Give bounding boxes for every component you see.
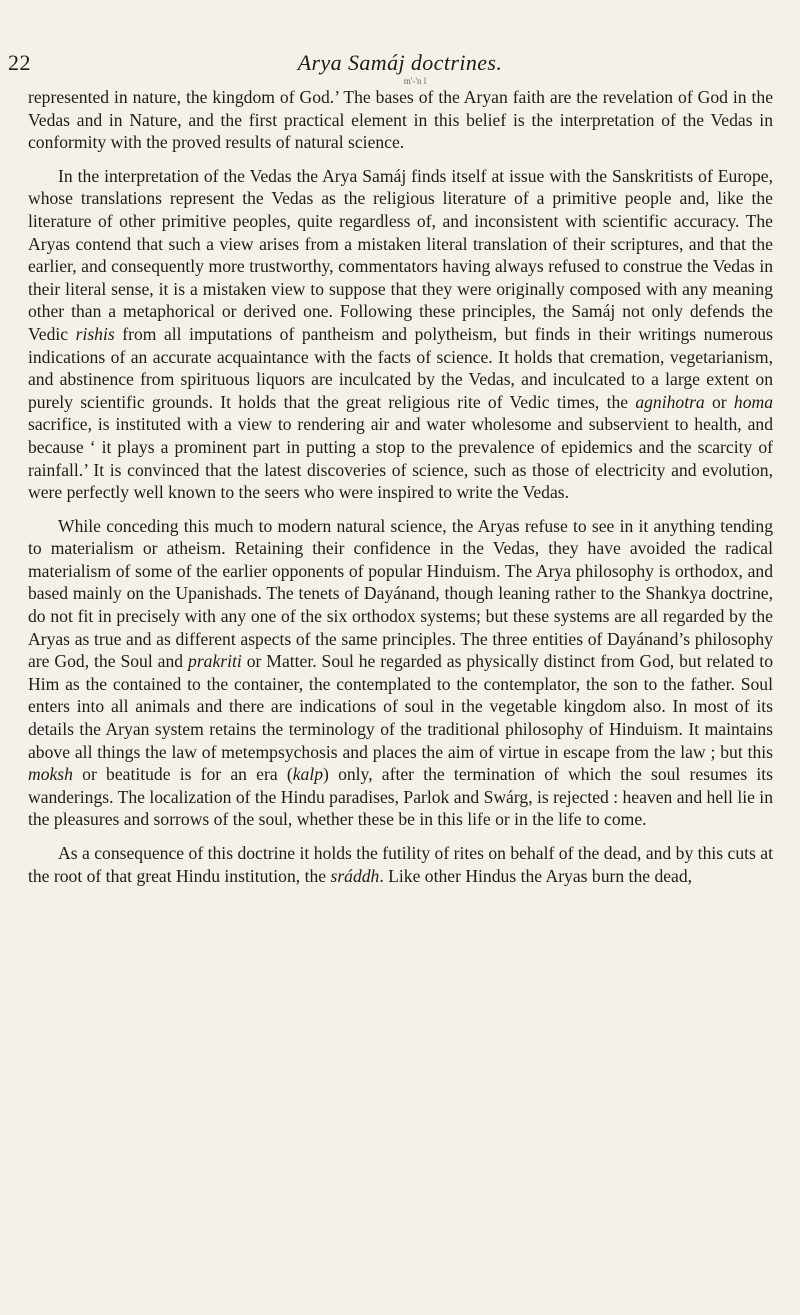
paragraph-1 [28,86,773,154]
text-run: . Like other Hindus the Aryas burn the dead, [379,865,693,886]
italic-term: agnihotra [635,391,705,412]
text-run: from all imputations of pantheism and polytheism, but finds in their writings numerous indications of an accurate acquaintance with the facts of science. It holds that cremation, vegetarianism, and abstinence from spirituous liquors are inculcated by the Vedas, and inculcated to a large extent on purely scientific grounds. It holds that the great religious rite of Vedic times, the [28,323,773,412]
paragraph-2 [28,165,773,504]
text-run: sacrifice, is instituted with a view to rendering air and water wholesome and subservient to health, and because ‘ it plays a prominent part in putting a stop to the prevalence of epidemics and the scarcity of rainfall.’ It is convinced that the latest discoveries of science, such as those of electricity and evolution, were perfectly well known to the seers who were inspired to write the Vedas. [28,414,773,503]
text-run: While conceding this much to modern natural science, the Aryas refuse to see in it anything tending to materialism or atheism. Retaining their confidence in the Vedas, they have avoided the radical materialism of some of the earlier opponents of popular Hinduism. The Arya philosophy is orthodox, and based mainly on the Upanishads. The tenets of Dayánand, though leaning rather to the Shankya doctrine, do not fit in precisely with any one of the six orthodox systems; but these systems are all regarded by the Aryas as true and as different aspects of the same principles. The three entities of Dayánand’s philosophy are God, the Soul and [28,515,773,672]
italic-term: kalp [292,764,324,785]
italic-term: rishis [75,323,115,344]
text-run: represented in nature, the kingdom of God.’ The bases of the Aryan faith are the revelation of God in the Vedas and in Nature, and the first practical element in this belief is the interpretation of the Vedas in conformity with the proved results of natural science. [28,87,773,153]
text-run: or [704,391,734,412]
text-run: or Matter. Soul he regarded as physically distinct from God, but related to Him as the contained to the container, the contemplated to the contemplator, the son to the father. Soul enters into all animals and there are indications of soul in the vegetable kingdom also. In most of its details the Aryan system retains the terminology of the traditional philosophy of Hinduism. It maintains above all things the law of metempsychosis and places the aim of virtue in escape from the law ; but this [28,651,773,762]
italic-term: sráddh [330,865,380,886]
page-number: 22 [8,50,31,75]
signature-mark: m'-'n l [403,76,427,86]
paragraph-3 [28,515,773,831]
text-run: or beatitude is for an era ( [72,764,293,785]
text-run: ) only, after the termination of which the soul resumes its wanderings. The localization of the Hindu paradises, Parlok and Swárg, is rejected : heaven and hell lie in the pleasures and sorrows of the soul, whether these be in this life or in the life to come. [28,764,773,830]
text-run: As a consequence of this doctrine it holds the futility of rites on behalf of the dead, and by this cuts at the root of that great Hindu institution, the [28,843,773,886]
body-text [28,86,773,887]
italic-term: homa [733,391,773,412]
italic-term: prakriti [188,651,242,672]
paragraph-4 [28,842,773,887]
text-run: In the interpretation of the Vedas the Arya Samáj finds itself at issue with the Sanskritists of Europe, whose translations represent the Vedas as the religious literature of a primitive people and, like the literature of other primitive peoples, quite regardless of, and inconsistent with scientific accuracy. The Aryas contend that such a view arises from a mistaken literal translation of their scriptures, and that the earlier, and consequently more trustworthy, commentators having always refused to construe the Vedas in their literal sense, it is a mistaken view to suppose that they were originally composed with any meaning other than a metaphorical or derived one. Following these principles, the Samáj not only defends the Vedic [28,165,773,344]
italic-term: moksh [28,764,73,785]
running-title: Arya Samáj doctrines. [297,50,503,75]
